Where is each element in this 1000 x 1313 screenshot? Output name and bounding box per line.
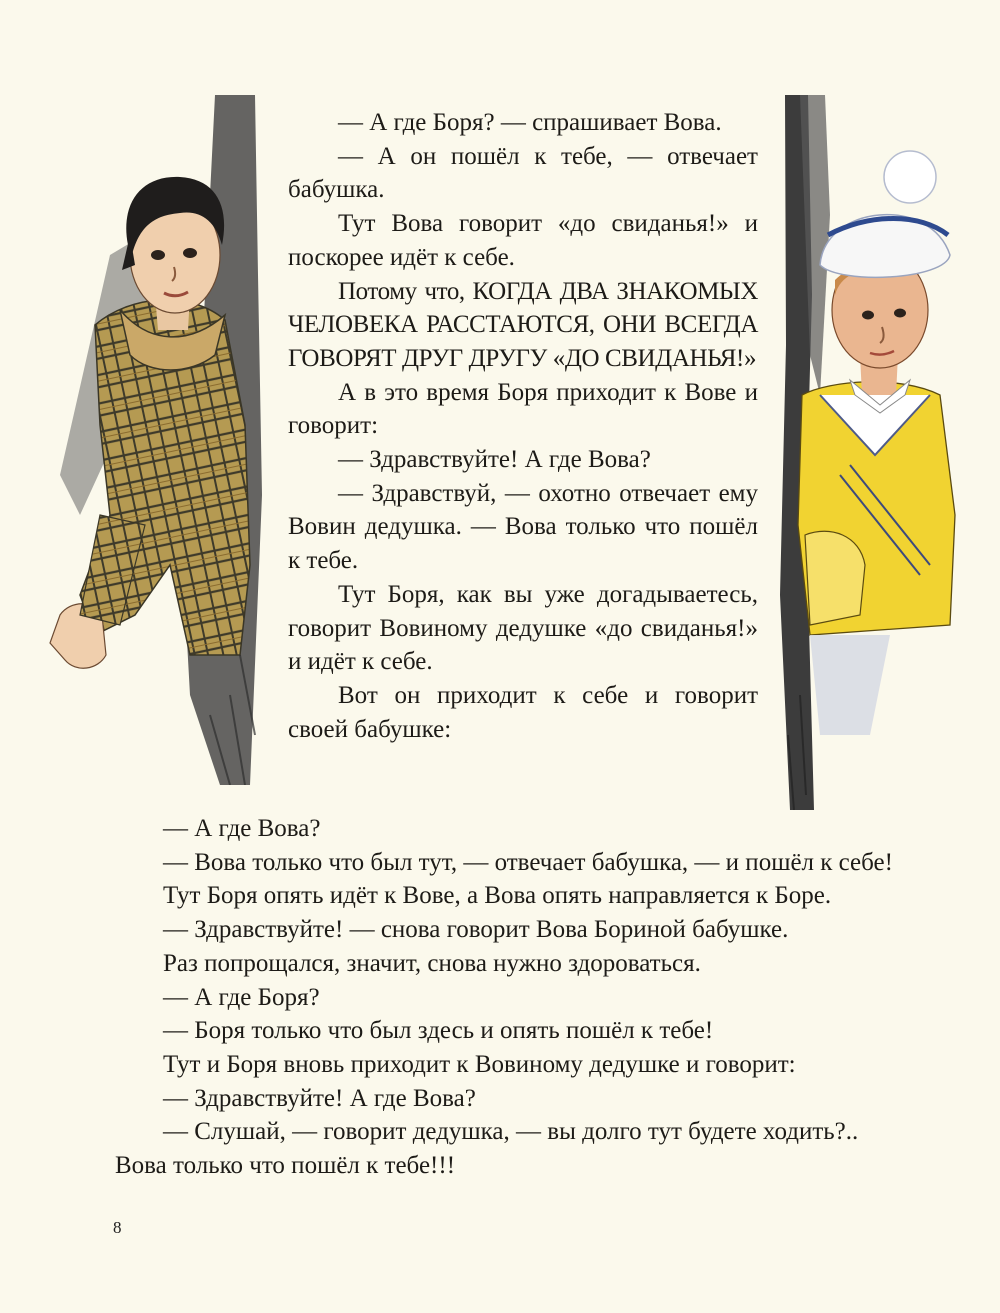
text-line: — А где Вова? [163,815,321,842]
text-line: — Слушай, — говорит дедушка, — вы долго тут будете ходить?.. [163,1118,859,1146]
text-line: Тут и Боря вновь приходит к Вовиному дедушке и говорит: [163,1050,796,1078]
text-line: Тут Боря опять идёт к Вове, а Вова опять направляется к Боре. [163,882,832,910]
wide-text-block [115,812,955,1183]
paragraph: — А он пошёл к тебе, — отвечает бабушка. [288,142,758,204]
text-line: — Вова только что был тут, — отвечает бабушка, — и пошёл к себе! [163,848,893,876]
text-line: — Боря только что был здесь и опять пошёл к тебе! [163,1017,714,1045]
illustration-boy-yellow-sweater [780,95,980,810]
text-line: Вова только что пошёл к тебе!!! [115,1152,456,1180]
illustration-boy-plaid-coat [40,95,275,785]
text-line: — Здравствуйте! А где Вова? [163,1084,476,1112]
narrow-text-column [288,106,758,746]
text-line: — А где Боря? [163,983,320,1011]
paragraph-caps-rule: Потому что, КОГДА ДВА ЗНАКОМЫХ ЧЕЛОВЕКА РАССТАЮТСЯ, ОНИ ВСЕГДА ГОВОРЯТ ДРУГ ДРУГУ «ДО СВИДАНЬЯ!» [288,277,758,372]
paragraph: — Здравствуй, — охотно отвечает ему Вовин дедушка. — Вова только что пошёл к тебе. [288,479,758,575]
paragraph: — Здравствуйте! А где Вова? [338,446,651,474]
paragraph: А в это время Боря приходит к Вове и говорит: [288,378,758,440]
text-line: Раз попрощался, значит, снова нужно здороваться. [163,949,701,977]
text-line: — Здравствуйте! — снова говорит Вова Бориной бабушке. [163,916,789,944]
paragraph: Тут Вова говорит «до свиданья!» и поскорее идёт к себе. [288,210,758,271]
paragraph: — А где Боря? — спрашивает Вова. [338,109,722,136]
paragraph: Вот он приходит к себе и говорит своей бабушке: [288,681,758,743]
page-number: 8 [113,1218,122,1237]
paragraph: Тут Боря, как вы уже догадываетесь, говорит Вовиному дедушке «до свиданья!» и идёт к себе. [288,580,758,676]
